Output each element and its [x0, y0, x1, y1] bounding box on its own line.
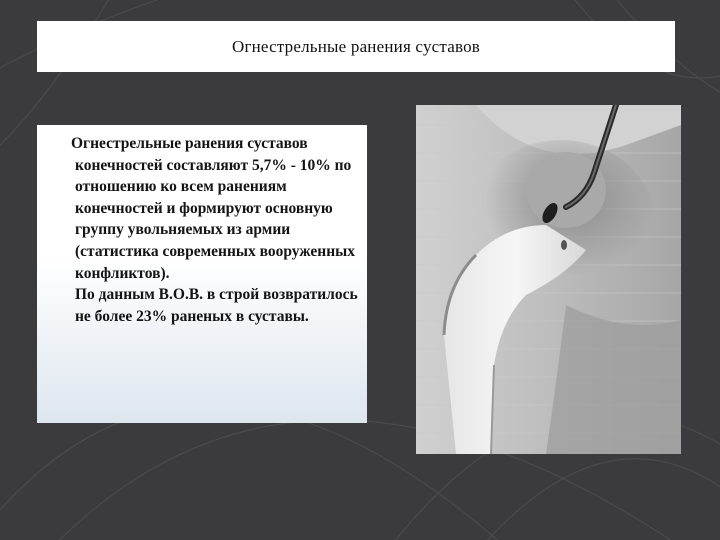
- xray-image: [416, 105, 681, 454]
- paragraph-wwii-return: По данным В.О.В. в строй возвратилось не более 23% раненых в суставы.: [75, 286, 358, 325]
- title-banner: [37, 21, 675, 72]
- slide-title: Огнестрельные ранения суставов: [231, 36, 481, 56]
- paragraph-statistics: Огнестрельные ранения суставов конечностей составляют 5,7% - 10% по отношению ко всем ранениям конечностей и формируют основную группу увольняемых из армии (статистика современных вооруженных конфликтов).: [71, 135, 355, 282]
- text-panel: [37, 125, 367, 423]
